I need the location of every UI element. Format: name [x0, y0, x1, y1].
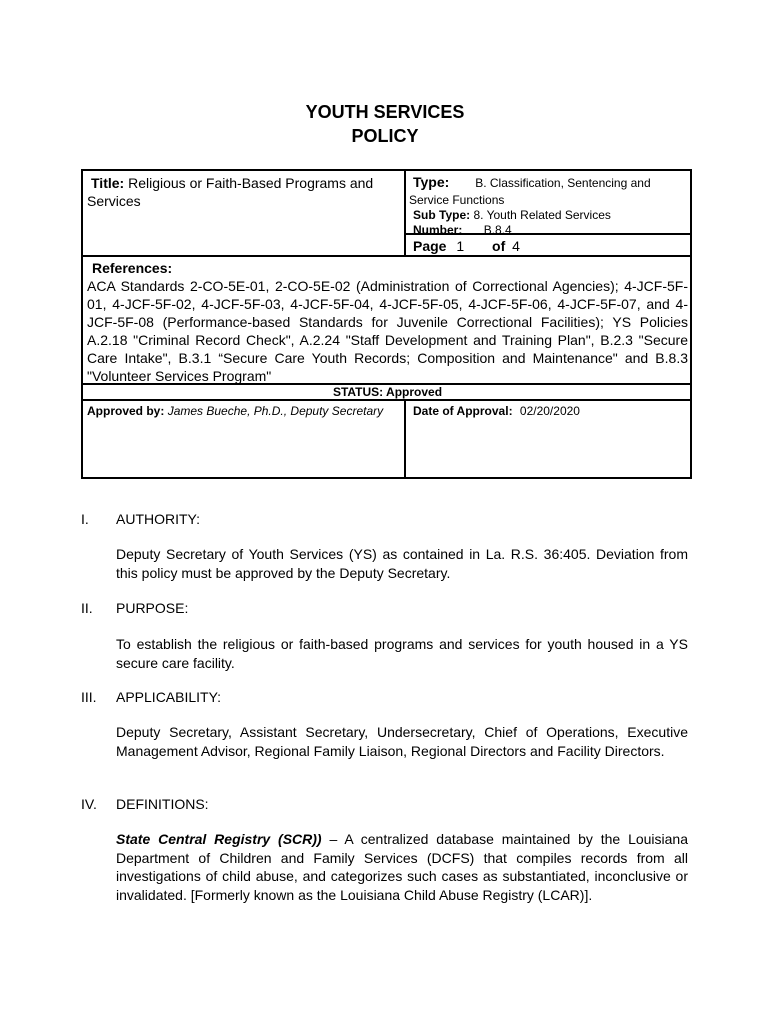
number-label: Number: — [413, 223, 463, 237]
page-label: Page — [413, 238, 447, 254]
document-title-line2: POLICY — [351, 126, 419, 146]
section-number: III. — [81, 689, 97, 705]
page-number: 1 — [456, 238, 465, 254]
references-cell — [87, 259, 688, 385]
table-divider — [83, 255, 692, 257]
page-total: 4 — [512, 238, 520, 254]
document-title-line1: YOUTH SERVICES — [305, 102, 465, 122]
approved-by-label: Approved by: — [87, 404, 165, 418]
type-label: Type: — [413, 174, 450, 190]
section-text: Deputy Secretary, Assistant Secretary, Undersecretary, Chief of Operations, Executive Management Advisor, Regional Family Liaison, Regional Directors and Facility Directors. — [116, 724, 688, 759]
type-value: B. Classification, Sentencing and Service Functions — [409, 176, 651, 207]
section-number: I. — [81, 511, 89, 527]
section-heading: DEFINITIONS: — [116, 796, 209, 812]
definition-term: State Central Registry (SCR)) — [116, 831, 322, 847]
title-label: Title: — [91, 175, 125, 191]
approved-by-value: James Bueche, Ph.D., Deputy Secretary — [167, 404, 384, 418]
approval-date-cell — [413, 404, 688, 419]
status-text: STATUS: Approved — [332, 385, 443, 399]
references-text: ACA Standards 2-CO-5E-01, 2-CO-5E-02 (Administration of Correctional Agencies); 4-JCF-5F-01, 4-JCF-5F-02, 4-JCF-5F-03, 4-JCF-5F-04, 4-JCF-5F-05, 4-JCF-5F-06, 4-JCF-5F-07, and 4-JCF-5F-08 (Performance-based Standards for Juvenile Correctional Facilities); YS Policies A.2.18 "Criminal Record Check", A.2.24 "Staff Development and Training Plan", B.2.3 "Secure Care Intake", B.3.1 “Secure Care Youth Records; Composition and Maintenance" and B.8.3 "Volunteer Services Program" — [87, 278, 688, 384]
page-of-label: of — [492, 238, 506, 254]
policy-title-cell — [87, 174, 402, 210]
approved-by-cell — [87, 404, 402, 419]
type-cell — [409, 174, 691, 238]
approval-date: 02/20/2020 — [519, 404, 580, 418]
references-label: References: — [92, 260, 173, 276]
table-divider — [404, 401, 406, 479]
policy-number: B.8.4 — [483, 223, 512, 237]
subtype-value: 8. Youth Related Services — [473, 208, 611, 222]
policy-info-table — [81, 169, 692, 479]
section-heading: APPLICABILITY: — [116, 689, 222, 705]
definition-paragraph — [116, 830, 688, 904]
section-number: II. — [81, 600, 93, 616]
definition-text: – A centralized database maintained by the Louisiana Department of Children and Family Services (DCFS) that compiles records from all investigations of child abuse, and categorizes such cases as substantiated, inconclusive or invalidated. [Formerly known as the Louisiana Child Abuse Registry (LCAR)]. — [116, 831, 689, 903]
section-number: IV. — [81, 796, 97, 812]
section-text: To establish the religious or faith-based programs and services for youth housed in a YS secure care facility. — [116, 636, 688, 671]
section-heading: PURPOSE: — [116, 600, 189, 616]
section-text: Deputy Secretary of Youth Services (YS) as contained in La. R.S. 36:405. Deviation from this policy must be approved by the Deputy Secretary. — [116, 546, 688, 581]
page-cell — [413, 238, 683, 254]
policy-title: Religious or Faith-Based Programs and Services — [87, 175, 374, 209]
approval-date-label: Date of Approval: — [413, 404, 513, 418]
subtype-label: Sub Type: — [413, 208, 471, 222]
table-divider — [404, 171, 406, 257]
section-heading: AUTHORITY: — [116, 511, 201, 527]
